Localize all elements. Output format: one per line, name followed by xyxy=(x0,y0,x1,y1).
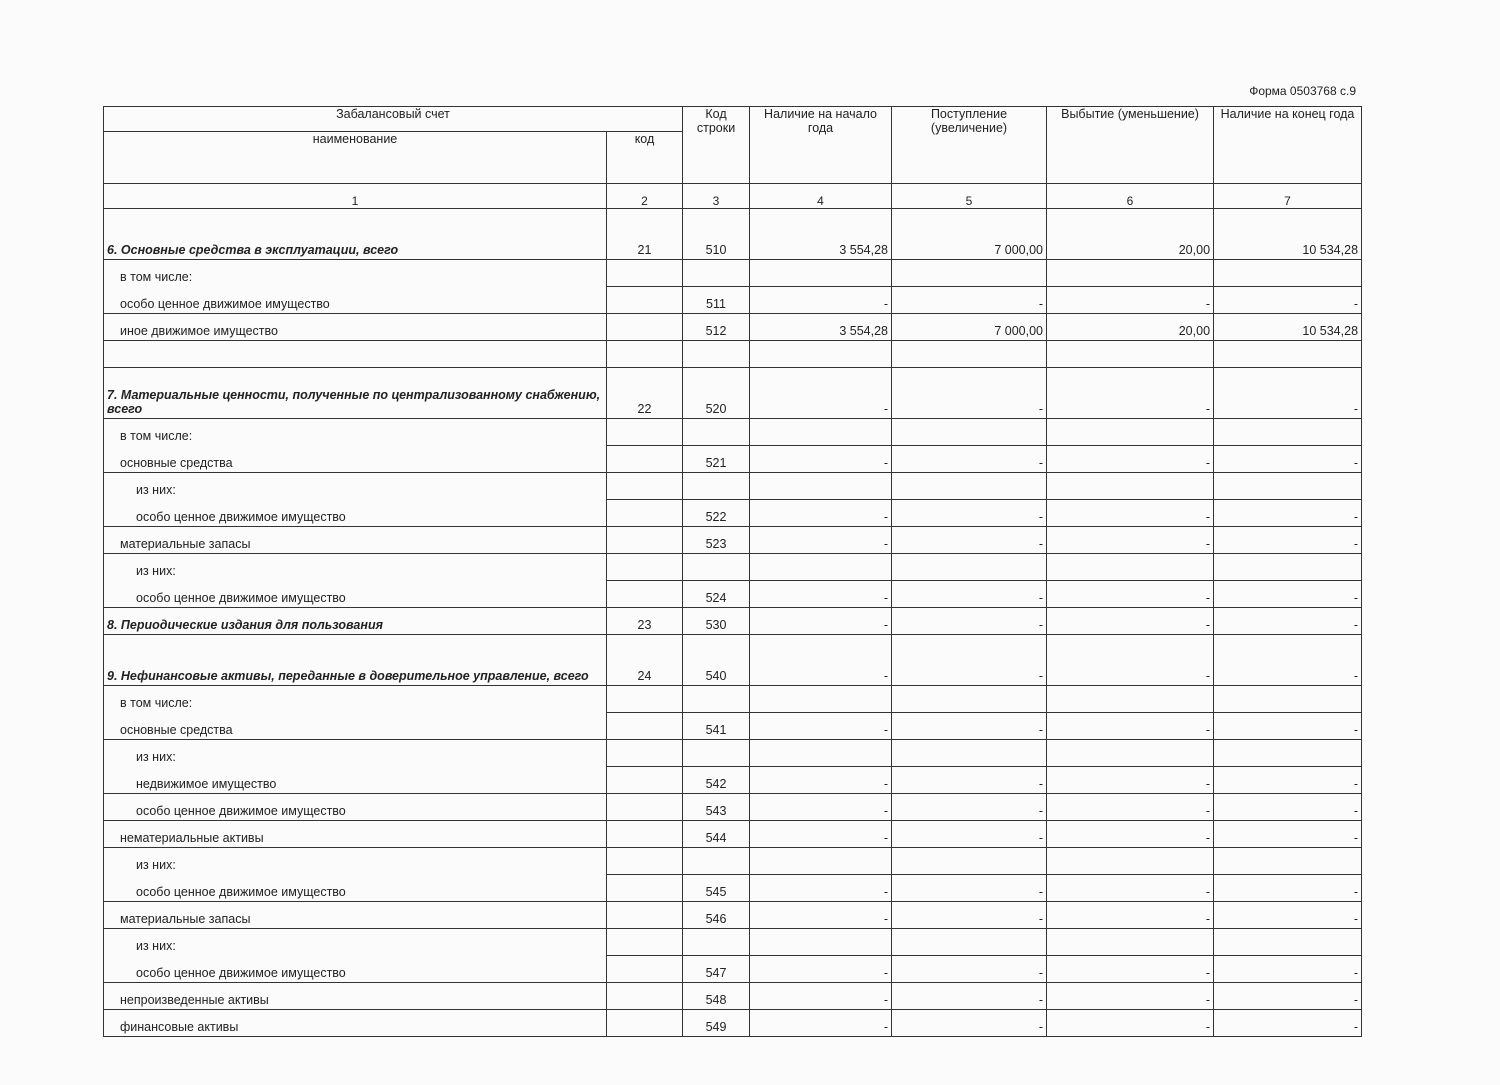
row-line-code: 522 xyxy=(683,500,750,527)
row-code xyxy=(607,527,683,554)
row-increase: - xyxy=(892,767,1047,794)
row-increase: 7 000,00 xyxy=(892,314,1047,341)
row-end-of-year: - xyxy=(1214,875,1362,902)
row-name: основные средства xyxy=(104,713,607,740)
row-code xyxy=(607,848,683,875)
row-line-code: 524 xyxy=(683,581,750,608)
row-end-of-year xyxy=(1214,848,1362,875)
row-line-code xyxy=(683,419,750,446)
row-start-of-year xyxy=(750,260,892,287)
row-line-code xyxy=(683,260,750,287)
row-increase xyxy=(892,929,1047,956)
row-decrease: - xyxy=(1047,794,1214,821)
row-line-code: 542 xyxy=(683,767,750,794)
row-end-of-year xyxy=(1214,929,1362,956)
row-line-code xyxy=(683,554,750,581)
row-increase: - xyxy=(892,500,1047,527)
table-row xyxy=(104,794,1362,821)
row-start-of-year: - xyxy=(750,581,892,608)
row-line-code: 545 xyxy=(683,875,750,902)
row-code xyxy=(607,713,683,740)
row-line-code xyxy=(683,473,750,500)
row-start-of-year: - xyxy=(750,1010,892,1037)
row-increase: - xyxy=(892,368,1047,419)
row-decrease: - xyxy=(1047,287,1214,314)
row-end-of-year: - xyxy=(1214,821,1362,848)
row-start-of-year: - xyxy=(750,287,892,314)
row-code: 24 xyxy=(607,635,683,686)
row-decrease: - xyxy=(1047,1010,1214,1037)
row-end-of-year: - xyxy=(1214,767,1362,794)
table-row xyxy=(104,260,1362,287)
row-end-of-year: - xyxy=(1214,368,1362,419)
row-start-of-year: - xyxy=(750,956,892,983)
row-name xyxy=(104,341,607,368)
table-row xyxy=(104,527,1362,554)
row-name: материальные запасы xyxy=(104,527,607,554)
row-line-code xyxy=(683,929,750,956)
row-code xyxy=(607,875,683,902)
row-name: из них: xyxy=(104,554,607,581)
row-start-of-year: - xyxy=(750,983,892,1010)
table-row xyxy=(104,314,1362,341)
row-start-of-year: - xyxy=(750,608,892,635)
row-code xyxy=(607,287,683,314)
row-end-of-year xyxy=(1214,686,1362,713)
row-name: материальные запасы xyxy=(104,902,607,929)
row-name: 8. Периодические издания для пользования xyxy=(104,608,607,635)
table-row xyxy=(104,419,1362,446)
row-code xyxy=(607,902,683,929)
row-name: особо ценное движимое имущество xyxy=(104,875,607,902)
row-increase xyxy=(892,554,1047,581)
row-decrease xyxy=(1047,686,1214,713)
row-decrease xyxy=(1047,848,1214,875)
row-decrease: - xyxy=(1047,368,1214,419)
table-row xyxy=(104,635,1362,686)
row-code xyxy=(607,956,683,983)
row-code xyxy=(607,983,683,1010)
row-increase xyxy=(892,848,1047,875)
row-increase: - xyxy=(892,983,1047,1010)
table-row xyxy=(104,929,1362,956)
row-decrease xyxy=(1047,419,1214,446)
row-start-of-year xyxy=(750,686,892,713)
row-increase xyxy=(892,341,1047,368)
table-row xyxy=(104,686,1362,713)
row-code xyxy=(607,260,683,287)
column-number: 7 xyxy=(1214,184,1362,209)
row-decrease: - xyxy=(1047,581,1214,608)
row-end-of-year xyxy=(1214,341,1362,368)
row-name: из них: xyxy=(104,929,607,956)
row-increase: - xyxy=(892,956,1047,983)
row-line-code: 540 xyxy=(683,635,750,686)
row-decrease: - xyxy=(1047,956,1214,983)
row-decrease xyxy=(1047,341,1214,368)
row-name: 7. Материальные ценности, полученные по централизованному снабжению, всего xyxy=(104,368,607,419)
row-start-of-year xyxy=(750,554,892,581)
table-row xyxy=(104,554,1362,581)
header-increase: Поступление (увеличение) xyxy=(892,107,1047,184)
table-row xyxy=(104,956,1362,983)
row-decrease: - xyxy=(1047,983,1214,1010)
row-end-of-year xyxy=(1214,554,1362,581)
column-number: 4 xyxy=(750,184,892,209)
row-end-of-year: 10 534,28 xyxy=(1214,209,1362,260)
row-name: особо ценное движимое имущество xyxy=(104,287,607,314)
header-decrease: Выбытие (уменьшение) xyxy=(1047,107,1214,184)
row-decrease: - xyxy=(1047,446,1214,473)
row-name: 6. Основные средства в эксплуатации, всего xyxy=(104,209,607,260)
row-end-of-year: - xyxy=(1214,581,1362,608)
form-number-label: Форма 0503768 с.9 xyxy=(1249,84,1356,98)
row-increase: - xyxy=(892,287,1047,314)
row-decrease xyxy=(1047,260,1214,287)
row-decrease xyxy=(1047,554,1214,581)
row-start-of-year: - xyxy=(750,902,892,929)
row-start-of-year xyxy=(750,473,892,500)
row-start-of-year: - xyxy=(750,875,892,902)
row-line-code: 512 xyxy=(683,314,750,341)
row-name: основные средства xyxy=(104,446,607,473)
row-code: 23 xyxy=(607,608,683,635)
row-increase: - xyxy=(892,635,1047,686)
row-start-of-year xyxy=(750,848,892,875)
row-end-of-year: - xyxy=(1214,1010,1362,1037)
table-row xyxy=(104,581,1362,608)
row-start-of-year: - xyxy=(750,368,892,419)
row-increase: - xyxy=(892,875,1047,902)
table-row xyxy=(104,500,1362,527)
row-line-code xyxy=(683,848,750,875)
column-number: 3 xyxy=(683,184,750,209)
row-code xyxy=(607,446,683,473)
row-line-code: 547 xyxy=(683,956,750,983)
row-code xyxy=(607,554,683,581)
row-decrease: - xyxy=(1047,713,1214,740)
row-name: в том числе: xyxy=(104,686,607,713)
row-increase: - xyxy=(892,1010,1047,1037)
row-start-of-year xyxy=(750,929,892,956)
row-code xyxy=(607,581,683,608)
row-line-code: 530 xyxy=(683,608,750,635)
row-start-of-year: - xyxy=(750,635,892,686)
table-row xyxy=(104,473,1362,500)
row-end-of-year: - xyxy=(1214,287,1362,314)
row-line-code: 548 xyxy=(683,983,750,1010)
header-line-code: Код строки xyxy=(683,107,750,184)
row-name: из них: xyxy=(104,473,607,500)
row-end-of-year: - xyxy=(1214,500,1362,527)
row-end-of-year: - xyxy=(1214,794,1362,821)
row-name: в том числе: xyxy=(104,260,607,287)
row-line-code xyxy=(683,686,750,713)
row-increase: - xyxy=(892,794,1047,821)
row-increase: - xyxy=(892,527,1047,554)
header-name: наименование xyxy=(104,132,607,184)
table-row xyxy=(104,767,1362,794)
row-code xyxy=(607,314,683,341)
row-end-of-year xyxy=(1214,473,1362,500)
row-code xyxy=(607,929,683,956)
row-line-code: 520 xyxy=(683,368,750,419)
row-name: из них: xyxy=(104,848,607,875)
row-line-code: 541 xyxy=(683,713,750,740)
row-name: особо ценное движимое имущество xyxy=(104,581,607,608)
row-code xyxy=(607,767,683,794)
column-number: 6 xyxy=(1047,184,1214,209)
row-line-code: 543 xyxy=(683,794,750,821)
header-start-of-year: Наличие на начало года xyxy=(750,107,892,184)
row-line-code: 521 xyxy=(683,446,750,473)
row-start-of-year: - xyxy=(750,794,892,821)
row-code xyxy=(607,1010,683,1037)
row-line-code: 511 xyxy=(683,287,750,314)
row-start-of-year xyxy=(750,341,892,368)
column-number: 5 xyxy=(892,184,1047,209)
row-decrease: - xyxy=(1047,635,1214,686)
row-code xyxy=(607,794,683,821)
row-start-of-year: - xyxy=(750,767,892,794)
row-name: из них: xyxy=(104,740,607,767)
row-name: нематериальные активы xyxy=(104,821,607,848)
table-header xyxy=(104,107,1362,209)
table-row xyxy=(104,983,1362,1010)
row-name: особо ценное движимое имущество xyxy=(104,794,607,821)
row-name: недвижимое имущество xyxy=(104,767,607,794)
row-line-code: 510 xyxy=(683,209,750,260)
header-account-group: Забалансовый счет xyxy=(104,107,683,132)
table-row xyxy=(104,287,1362,314)
row-end-of-year: - xyxy=(1214,608,1362,635)
row-increase xyxy=(892,686,1047,713)
row-start-of-year: - xyxy=(750,500,892,527)
row-decrease: - xyxy=(1047,500,1214,527)
off-balance-accounts-table xyxy=(103,106,1362,1037)
row-decrease: 20,00 xyxy=(1047,314,1214,341)
row-name: непроизведенные активы xyxy=(104,983,607,1010)
row-start-of-year: - xyxy=(750,527,892,554)
row-name: иное движимое имущество xyxy=(104,314,607,341)
row-decrease: - xyxy=(1047,527,1214,554)
row-increase xyxy=(892,473,1047,500)
row-decrease: - xyxy=(1047,875,1214,902)
table-row xyxy=(104,713,1362,740)
header-code: код xyxy=(607,132,683,184)
row-decrease xyxy=(1047,929,1214,956)
header-end-of-year: Наличие на конец года xyxy=(1214,107,1362,184)
row-line-code: 549 xyxy=(683,1010,750,1037)
row-end-of-year xyxy=(1214,740,1362,767)
row-decrease: - xyxy=(1047,608,1214,635)
row-start-of-year: - xyxy=(750,821,892,848)
table-row xyxy=(104,875,1362,902)
row-name: особо ценное движимое имущество xyxy=(104,500,607,527)
row-code xyxy=(607,686,683,713)
row-end-of-year: - xyxy=(1214,635,1362,686)
row-line-code xyxy=(683,740,750,767)
row-start-of-year xyxy=(750,740,892,767)
row-end-of-year: 10 534,28 xyxy=(1214,314,1362,341)
row-code xyxy=(607,341,683,368)
row-start-of-year: 3 554,28 xyxy=(750,314,892,341)
row-code xyxy=(607,419,683,446)
table-row xyxy=(104,608,1362,635)
row-end-of-year: - xyxy=(1214,527,1362,554)
row-start-of-year: - xyxy=(750,446,892,473)
row-code: 22 xyxy=(607,368,683,419)
row-line-code xyxy=(683,341,750,368)
table-row xyxy=(104,902,1362,929)
row-decrease: - xyxy=(1047,821,1214,848)
row-end-of-year xyxy=(1214,419,1362,446)
table-row xyxy=(104,341,1362,368)
table-row xyxy=(104,740,1362,767)
row-end-of-year: - xyxy=(1214,446,1362,473)
table-row xyxy=(104,368,1362,419)
row-name: в том числе: xyxy=(104,419,607,446)
row-start-of-year xyxy=(750,419,892,446)
row-increase: - xyxy=(892,821,1047,848)
row-end-of-year: - xyxy=(1214,983,1362,1010)
row-name: финансовые активы xyxy=(104,1010,607,1037)
row-end-of-year: - xyxy=(1214,713,1362,740)
row-code xyxy=(607,740,683,767)
row-increase: - xyxy=(892,713,1047,740)
table-row xyxy=(104,446,1362,473)
row-code xyxy=(607,500,683,527)
row-line-code: 544 xyxy=(683,821,750,848)
row-code xyxy=(607,821,683,848)
table-row xyxy=(104,1010,1362,1037)
column-number: 2 xyxy=(607,184,683,209)
row-line-code: 546 xyxy=(683,902,750,929)
row-end-of-year: - xyxy=(1214,956,1362,983)
row-end-of-year xyxy=(1214,260,1362,287)
row-code xyxy=(607,473,683,500)
table-body xyxy=(104,209,1362,1037)
column-number: 1 xyxy=(104,184,607,209)
row-line-code: 523 xyxy=(683,527,750,554)
row-decrease: - xyxy=(1047,767,1214,794)
row-code: 21 xyxy=(607,209,683,260)
row-decrease xyxy=(1047,473,1214,500)
row-increase: 7 000,00 xyxy=(892,209,1047,260)
table-row xyxy=(104,821,1362,848)
row-increase: - xyxy=(892,608,1047,635)
row-increase xyxy=(892,260,1047,287)
row-decrease: - xyxy=(1047,902,1214,929)
row-increase xyxy=(892,419,1047,446)
table-row xyxy=(104,209,1362,260)
row-decrease xyxy=(1047,740,1214,767)
row-name: 9. Нефинансовые активы, переданные в доверительное управление, всего xyxy=(104,635,607,686)
row-increase xyxy=(892,740,1047,767)
row-increase: - xyxy=(892,581,1047,608)
table-row xyxy=(104,848,1362,875)
row-name: особо ценное движимое имущество xyxy=(104,956,607,983)
row-start-of-year: 3 554,28 xyxy=(750,209,892,260)
row-increase: - xyxy=(892,902,1047,929)
row-start-of-year: - xyxy=(750,713,892,740)
row-end-of-year: - xyxy=(1214,902,1362,929)
row-increase: - xyxy=(892,446,1047,473)
row-decrease: 20,00 xyxy=(1047,209,1214,260)
